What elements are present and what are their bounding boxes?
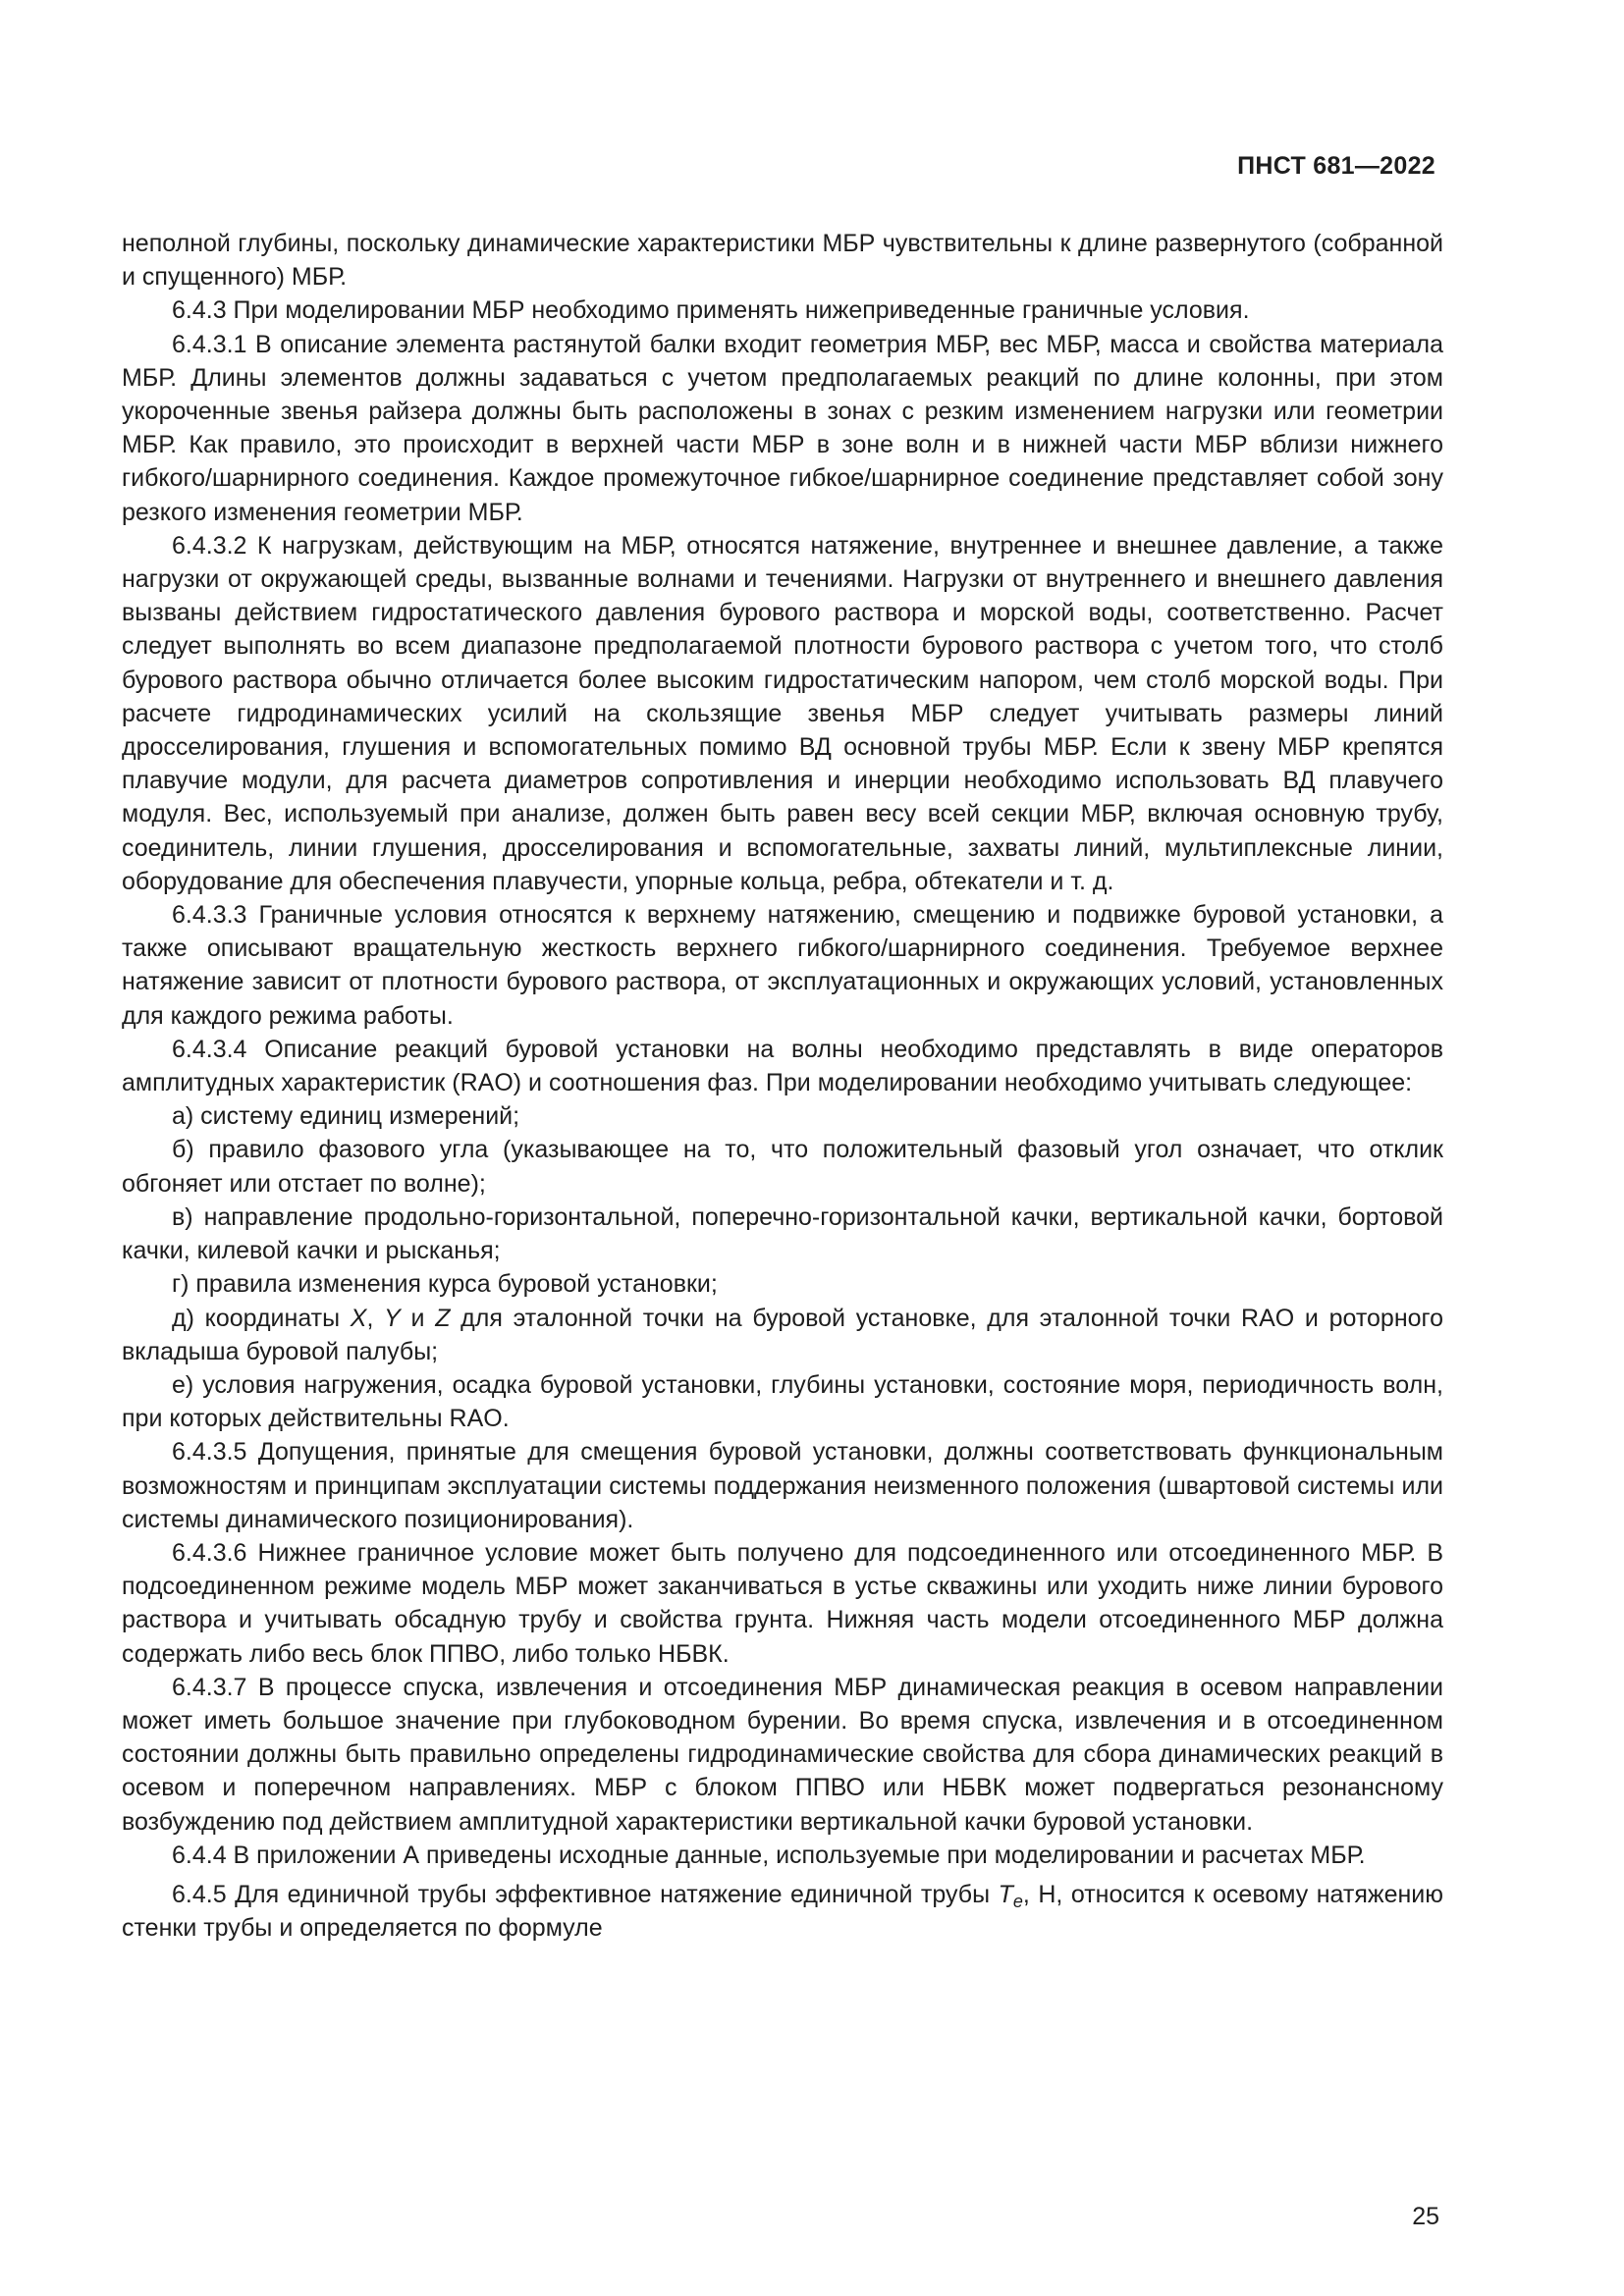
list-item-v: в) направление продольно-горизонтальной, поперечно-горизонтальной качки, вертикальной качки, бортовой качки, килевой качки и рысканья;	[122, 1202, 1443, 1265]
paragraph-6-4-5-text-after: , Н, относится к осевому натяжению стенки трубы и определяется по формуле	[122, 1880, 1444, 1943]
paragraph-6-4-5	[122, 1878, 1443, 1945]
paragraph-6-4-3-2: 6.4.3.2 К нагрузкам, действующим на МБР, относятся натяжение, внутреннее и внешнее давление, а также нагрузки от окружающей среды, вызванные волнами и течениями. Нагрузки от внутреннего и внешнего давления вызваны действием гидростатического давления бурового раствора и морской воды, соответственно. Расчет следует выполнять во всем диапазоне предполагаемой плотности бурового раствора с учетом того, что столб бурового раствора обычно отличается более высоким гидростатическим напором, чем столб морской воды. При расчете гидродинамических усилий на скользящие звенья МБР следует учитывать размеры линий дросселирования, глушения и вспомогательных помимо ВД основной трубы МБР. Если к звену МБР крепятся плавучие модули, для расчета диаметров сопротивления и инерции необходимо использовать ВД плавучего модуля. Вес, используемый при анализе, должен быть равен весу всей секции МБР, включая основную трубу, соединитель, линии глушения, дросселирования и вспомогательные, захваты линий, мультиплексные линии, оборудование для обеспечения плавучести, упорные кольца, ребра, обтекатели и т. д.	[122, 531, 1443, 895]
list-item-d: д) координаты X, Y и Z для эталонной точки на буровой установке, для эталонной точки RAO и роторного вкладыша буровой палубы;	[122, 1304, 1443, 1365]
paragraph-6-4-5-text-before: 6.4.5 Для единичной трубы эффективное натяжение единичной трубы	[172, 1880, 999, 1908]
tension-subscript: e	[1012, 1891, 1023, 1911]
paragraph-6-4-3-5: 6.4.3.5 Допущения, принятые для смещения буровой установки, должны соответствовать функциональным возможностям и принципам эксплуатации системы поддержания неизменного положения (швартовой системы или системы динамического позиционирования).	[122, 1438, 1443, 1533]
page-number: 25	[1412, 2203, 1439, 2230]
paragraph-6-4-3-6: 6.4.3.6 Нижнее граничное условие может быть получено для подсоединенного или отсоединенного МБР. В подсоединенном режиме модель МБР может заканчиваться в устье скважины или уходить ниже линии бурового раствора и учитывать обсадную трубу и свойства грунта. Нижняя часть модели отсоединенного МБР должна содержать либо весь блок ППВО, либо только НБВК.	[122, 1538, 1443, 1668]
list-item-g: г) правила изменения курса буровой установки;	[172, 1270, 718, 1299]
paragraph-continuation: неполной глубины, поскольку динамические характеристики МБР чувствительны к длине развернутого (собранной и спущенного) МБР.	[122, 230, 1443, 292]
list-item-e: е) условия нагружения, осадка буровой установки, глубины установки, состояние моря, периодичность волн, при которых действительны RAO.	[122, 1370, 1443, 1433]
paragraph-6-4-3-3: 6.4.3.3 Граничные условия относятся к верхнему натяжению, смещению и подвижке буровой установки, а также описывают вращательную жесткость верхнего гибкого/шарнирного соединения. Требуемое верхнее натяжение зависит от плотности бурового раствора, от эксплуатационных и окружающих условий, установленных для каждого режима работы.	[122, 901, 1443, 1030]
paragraph-6-4-4: 6.4.4 В приложении А приведены исходные данные, используемые при моделировании и расчетах МБР.	[172, 1841, 1366, 1869]
document-header: ПНСТ 681—2022	[1237, 152, 1435, 180]
paragraph-6-4-3-7: 6.4.3.7 В процессе спуска, извлечения и отсоединения МБР динамическая реакция в осевом направлении может иметь большое значение при глубоководном бурении. Во время спуска, извлечения и в отсоединенном состоянии должны быть правильно определены гидродинамические свойства для сбора динамических реакций в осевом и поперечном направлениях. МБР с блоком ППВО или НБВК может подвергаться резонансному возбуждению под действием амплитудной характеристики вертикальной качки буровой установки.	[122, 1673, 1443, 1836]
list-item-a: а) систему единиц измерений;	[172, 1102, 520, 1131]
paragraph-6-4-3-1: 6.4.3.1 В описание элемента растянутой балки входит геометрия МБР, вес МБР, масса и свойства материала МБР. Длины элементов должны задаваться с учетом предполагаемых реакций по длине колонны, при этом укороченные звенья райзера должны быть расположены в зонах с резким изменением нагрузки или геометрии МБР. Как правило, это происходит в верхней части МБР в зоне волн и в нижней части МБР вблизи нижнего гибкого/шарнирного соединения. Каждое промежуточное гибкое/шарнирное соединение представляет собой зону резкого изменения геометрии МБР.	[122, 330, 1443, 526]
paragraph-6-4-3-4: 6.4.3.4 Описание реакций буровой установки на волны необходимо представлять в виде операторов амплитудных характеристик (RAO) и соотношения фаз. При моделировании необходимо учитывать следующее:	[122, 1035, 1443, 1097]
paragraph-6-4-3: 6.4.3 При моделировании МБР необходимо применять нижеприведенные граничные условия.	[172, 296, 1250, 325]
document-body	[122, 227, 1443, 1945]
list-item-b: б) правило фазового угла (указывающее на то, что положительный фазовый угол означает, что отклик обгоняет или отстает по волне);	[122, 1136, 1443, 1198]
tension-symbol: T	[998, 1880, 1013, 1908]
